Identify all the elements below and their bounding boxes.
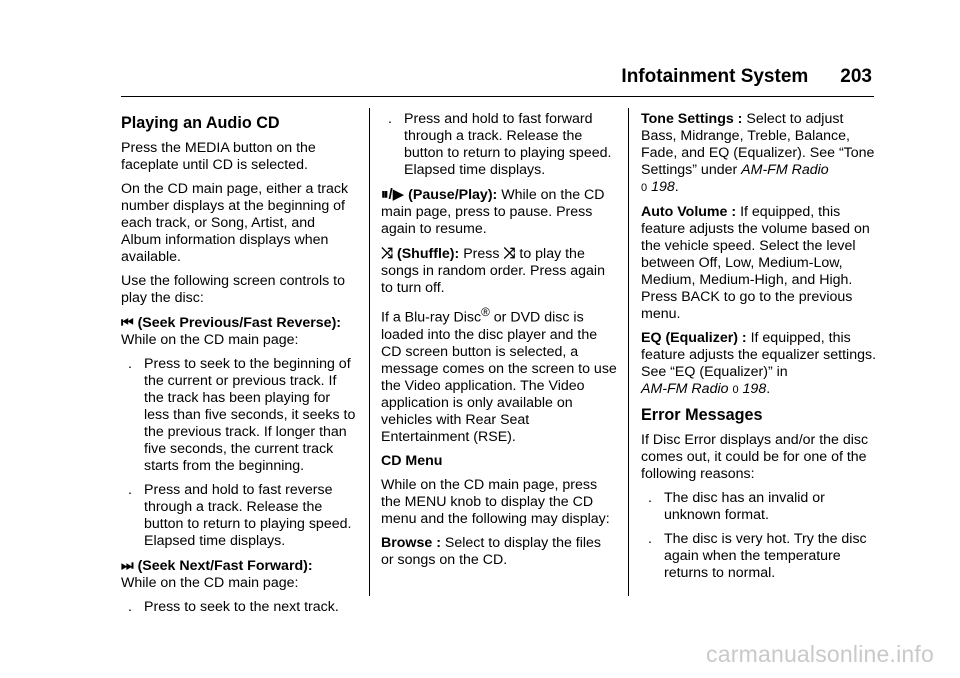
header-rule xyxy=(121,96,874,97)
list-item: . Press and hold to fast reverse through a track. Release the button to return to playing speed. Elapsed time displays. xyxy=(128,482,352,549)
page-reference-icon: 0 xyxy=(641,182,648,194)
tone-settings-label: Tone Settings : xyxy=(641,111,743,127)
seek-previous-item xyxy=(121,314,357,349)
column-1 xyxy=(121,108,357,623)
tone-settings-reference: AM-FM Radio xyxy=(741,162,829,178)
pause-play-label: (Pause/Play): xyxy=(408,187,498,203)
seek-next-item xyxy=(121,557,357,592)
shuffle-label: (Shuffle): xyxy=(396,246,460,262)
eq-label: EQ (Equalizer) : xyxy=(641,330,747,346)
list-item: . The disc has an invalid or unknown format. xyxy=(648,490,825,523)
watermark: carmanualsonline.info xyxy=(706,641,934,667)
seek-previous-label: (Seek Previous/Fast Reverse): xyxy=(137,315,342,331)
eq-page: 198 xyxy=(742,381,767,397)
tone-settings-page: 198 xyxy=(651,179,675,195)
shuffle-item: ⤨ (Shuffle): Press ⤨ to play the songs in random order. Press again to turn off. xyxy=(381,245,605,296)
pause-play-item xyxy=(381,186,617,238)
page-number: 203 xyxy=(840,66,872,87)
cd-menu-title: CD Menu xyxy=(381,452,443,469)
list-item: . The disc is very hot. Try the disc again when the temperature returns to normal. xyxy=(648,531,867,581)
registered-mark: ® xyxy=(481,305,490,319)
seek-previous-icon: ⏮ xyxy=(121,314,134,330)
browse-label: Browse : xyxy=(381,534,441,551)
pause-play-desc: While on the CD main page, press to pause. Press again to resume. xyxy=(381,187,605,237)
auto-volume-item: Auto Volume : If equipped, this feature adjusts the volume based on the vehicle speed. Select the level between Off, Low, Medium-Low, Medium, Medium-High, and High. Press BACK to go to the previous menu. xyxy=(641,204,870,322)
bluray-paragraph: If a Blu-ray Disc® or DVD disc is loaded into the disc player and the CD screen button is selected, a message comes on the screen to use the Video application. The Video application is only available on vehicles with Rear Seat Entertainment (RSE). xyxy=(381,305,617,445)
shuffle-inline-icon: ⤨ xyxy=(503,245,516,262)
column-2 xyxy=(381,108,617,576)
seek-previous-desc: While on the CD main page: xyxy=(121,332,299,348)
paragraph-track-info: On the CD main page, either a track number displays at the beginning of each track, or Song, Artist, and Album information displays when available. xyxy=(121,181,349,265)
pause-play-icon: ⏸/▶ xyxy=(381,186,405,203)
section-heading-audio-cd: Playing an Audio CD xyxy=(121,114,280,132)
column-divider-1 xyxy=(369,108,370,596)
list-item: . Press to seek to the beginning of the current or previous track. If the track has been playing for less than five seconds, it seeks to the previous track. If longer than five seconds, the current track starts from the beginning. xyxy=(128,356,356,474)
paragraph-media: Press the MEDIA button on the faceplate until CD is selected. xyxy=(121,140,316,173)
tone-settings-item: Tone Settings : Select to adjust Bass, Midrange, Treble, Balance, Fade, and EQ (Equalizer). See “Tone Settings” under AM-FM Radio 0 198. xyxy=(641,111,875,195)
error-intro: If Disc Error displays and/or the disc comes out, it could be for one of the following reasons: xyxy=(641,432,869,482)
auto-volume-label: Auto Volume : xyxy=(641,204,737,220)
column-divider-2 xyxy=(628,108,629,596)
paragraph-controls: Use the following screen controls to play the disc: xyxy=(121,273,345,306)
section-heading-error-messages: Error Messages xyxy=(641,406,763,424)
page-header xyxy=(621,68,872,85)
list-item: . Press and hold to fast forward through a track. Release the button to return to playing speed. Elapsed time displays. xyxy=(388,111,612,178)
shuffle-icon: ⤨ xyxy=(381,245,394,262)
page-reference-icon: 0 xyxy=(732,384,739,396)
eq-reference: AM-FM Radio xyxy=(641,381,729,397)
column-3 xyxy=(641,108,877,589)
seek-next-label: (Seek Next/Fast Forward): xyxy=(137,558,313,574)
section-title: Infotainment System xyxy=(621,66,809,87)
list-item: . Press to seek to the next track. xyxy=(128,599,339,615)
browse-item: Browse : Select to display the files or songs on the CD. xyxy=(381,534,602,568)
seek-next-icon: ⏭ xyxy=(121,557,134,573)
seek-next-desc: While on the CD main page: xyxy=(121,575,299,591)
cd-menu-desc: While on the CD main page, press the MENU knob to display the CD menu and the following may display: xyxy=(381,476,610,527)
eq-item: EQ (Equalizer) : If equipped, this feature adjusts the equalizer settings. See “EQ (Equalizer)” in AM-FM Radio 0 198. xyxy=(641,330,877,397)
